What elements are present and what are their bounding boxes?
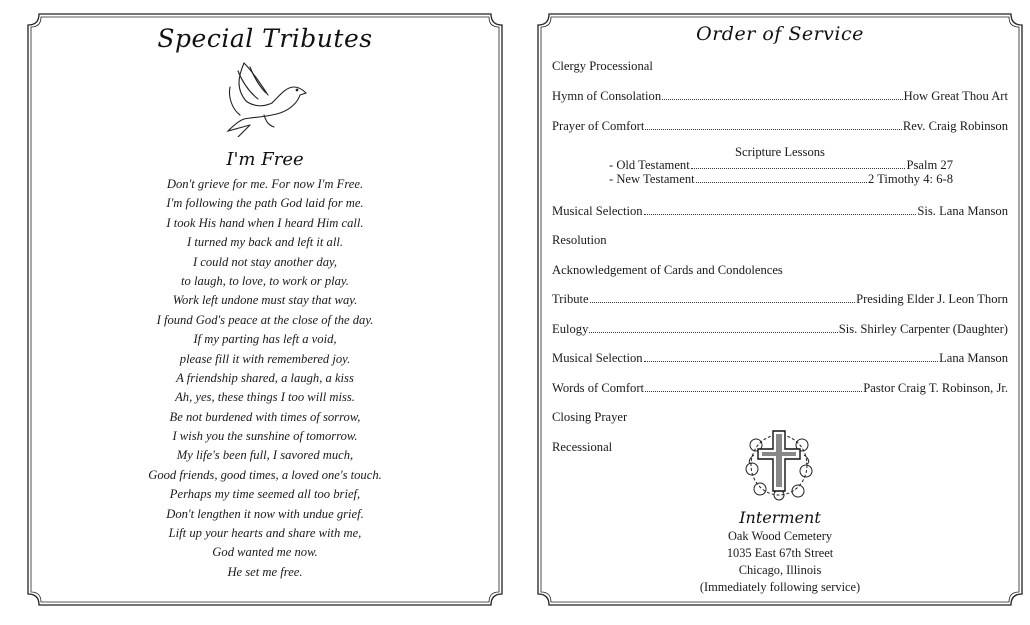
service-item-label: Recessional xyxy=(552,440,613,454)
service-item-label: Resolution xyxy=(552,233,607,247)
order-of-service-panel xyxy=(537,13,1023,606)
service-item-value: Rev. Craig Robinson xyxy=(902,119,1008,133)
poem-line: If my parting has left a void, xyxy=(193,332,337,347)
service-item-value: Lana Manson xyxy=(939,351,1008,365)
poem xyxy=(27,175,503,582)
poem-line: I'm following the path God laid for me. xyxy=(166,196,364,211)
poem-line: I turned my back and left it all. xyxy=(187,235,343,250)
poem-line: Work left undone must stay that way. xyxy=(172,293,358,308)
interment-line: 1035 East 67th Street xyxy=(726,546,834,560)
poem-line: Be not burdened with times of sorrow, xyxy=(169,409,361,424)
poem-line: I took His hand when I heard Him call. xyxy=(166,215,364,230)
poem-line: Don't lengthen it now with undue grief. xyxy=(166,506,364,521)
service-item xyxy=(552,118,1008,134)
interment-line: Chicago, Illinois xyxy=(738,563,822,577)
service-item-label: Musical Selection xyxy=(552,204,643,218)
interment-title: Interment xyxy=(739,508,821,527)
service-item xyxy=(552,58,1008,74)
scripture-value: 2 Timothy 4: 6-8 xyxy=(867,172,953,186)
scripture-value: Psalm 27 xyxy=(906,158,953,172)
dove-icon xyxy=(224,57,308,137)
service-item-label: Eulogy xyxy=(552,322,589,336)
service-item xyxy=(552,203,1008,219)
poem-line: Perhaps my time seemed all too brief, xyxy=(169,487,361,502)
service-item-value: Pastor Craig T. Robinson, Jr. xyxy=(863,381,1008,395)
scripture-label: - New Testament xyxy=(609,172,695,186)
dot-leader xyxy=(696,172,867,183)
poem-line: Don't grieve for me. For now I'm Free. xyxy=(166,177,364,191)
service-item-label: Words of Comfort xyxy=(552,381,645,395)
poem-line: I could not stay another day, xyxy=(192,254,338,269)
dot-leader xyxy=(662,88,902,100)
service-item-label: Clergy Processional xyxy=(552,59,653,73)
service-item-label: Prayer of Comfort xyxy=(552,119,645,133)
poem-line: to laugh, to love, to work or play. xyxy=(181,273,349,288)
poem-line: He set me free. xyxy=(227,564,303,579)
scripture-heading: Scripture Lessons xyxy=(735,145,825,159)
service-item-label: Tribute xyxy=(552,292,589,306)
interment-details xyxy=(537,528,1023,596)
dot-leader xyxy=(644,203,917,215)
poem-line: Lift up your hearts and share with me, xyxy=(168,526,362,541)
dot-leader xyxy=(589,321,837,333)
service-item xyxy=(552,409,1008,425)
scripture-new-testament xyxy=(609,172,953,186)
dot-leader xyxy=(691,158,906,169)
poem-line: God wanted me now. xyxy=(212,545,318,560)
dot-leader xyxy=(644,350,939,362)
dot-leader xyxy=(645,118,901,130)
service-item-label: Hymn of Consolation xyxy=(552,89,662,103)
service-item xyxy=(552,232,1008,248)
service-item-label: Acknowledgement of Cards and Condolences xyxy=(552,263,783,277)
service-item-value: Sis. Shirley Carpenter (Daughter) xyxy=(838,322,1008,336)
page-title: Order of Service xyxy=(696,23,864,45)
dot-leader xyxy=(645,380,862,392)
special-tributes-panel xyxy=(27,13,503,606)
service-item-value: Sis. Lana Manson xyxy=(917,204,1008,218)
service-item xyxy=(552,350,1008,366)
service-item-label: Musical Selection xyxy=(552,351,643,365)
page-title: Special Tributes xyxy=(157,24,373,53)
poem-line: A friendship shared, a laugh, a kiss xyxy=(176,370,354,385)
service-item-value: How Great Thou Art xyxy=(903,89,1008,103)
service-item-value: Presiding Elder J. Leon Thorn xyxy=(856,292,1008,306)
service-item xyxy=(552,291,1008,307)
poem-line: I wish you the sunshine of tomorrow. xyxy=(172,429,358,444)
interment-line: Oak Wood Cemetery xyxy=(727,529,833,543)
dot-leader xyxy=(590,291,855,303)
service-item xyxy=(552,321,1008,337)
service-item xyxy=(552,380,1008,396)
poem-line: My life's been full, I savored much, xyxy=(176,448,354,463)
scripture-old-testament xyxy=(609,158,953,172)
poem-line: please fill it with remembered joy. xyxy=(179,351,351,366)
interment-line: (Immediately following service) xyxy=(699,580,861,594)
service-item xyxy=(552,88,1008,104)
scripture-label: - Old Testament xyxy=(609,158,690,172)
poem-title: I'm Free xyxy=(226,149,304,170)
cross-wreath-icon xyxy=(744,425,814,501)
service-item xyxy=(552,262,1008,278)
service-item-label: Closing Prayer xyxy=(552,410,628,424)
poem-line: Good friends, good times, a loved one's touch. xyxy=(148,467,382,482)
poem-line: Ah, yes, these things I too will miss. xyxy=(175,390,355,405)
poem-line: I found God's peace at the close of the day. xyxy=(156,312,374,327)
